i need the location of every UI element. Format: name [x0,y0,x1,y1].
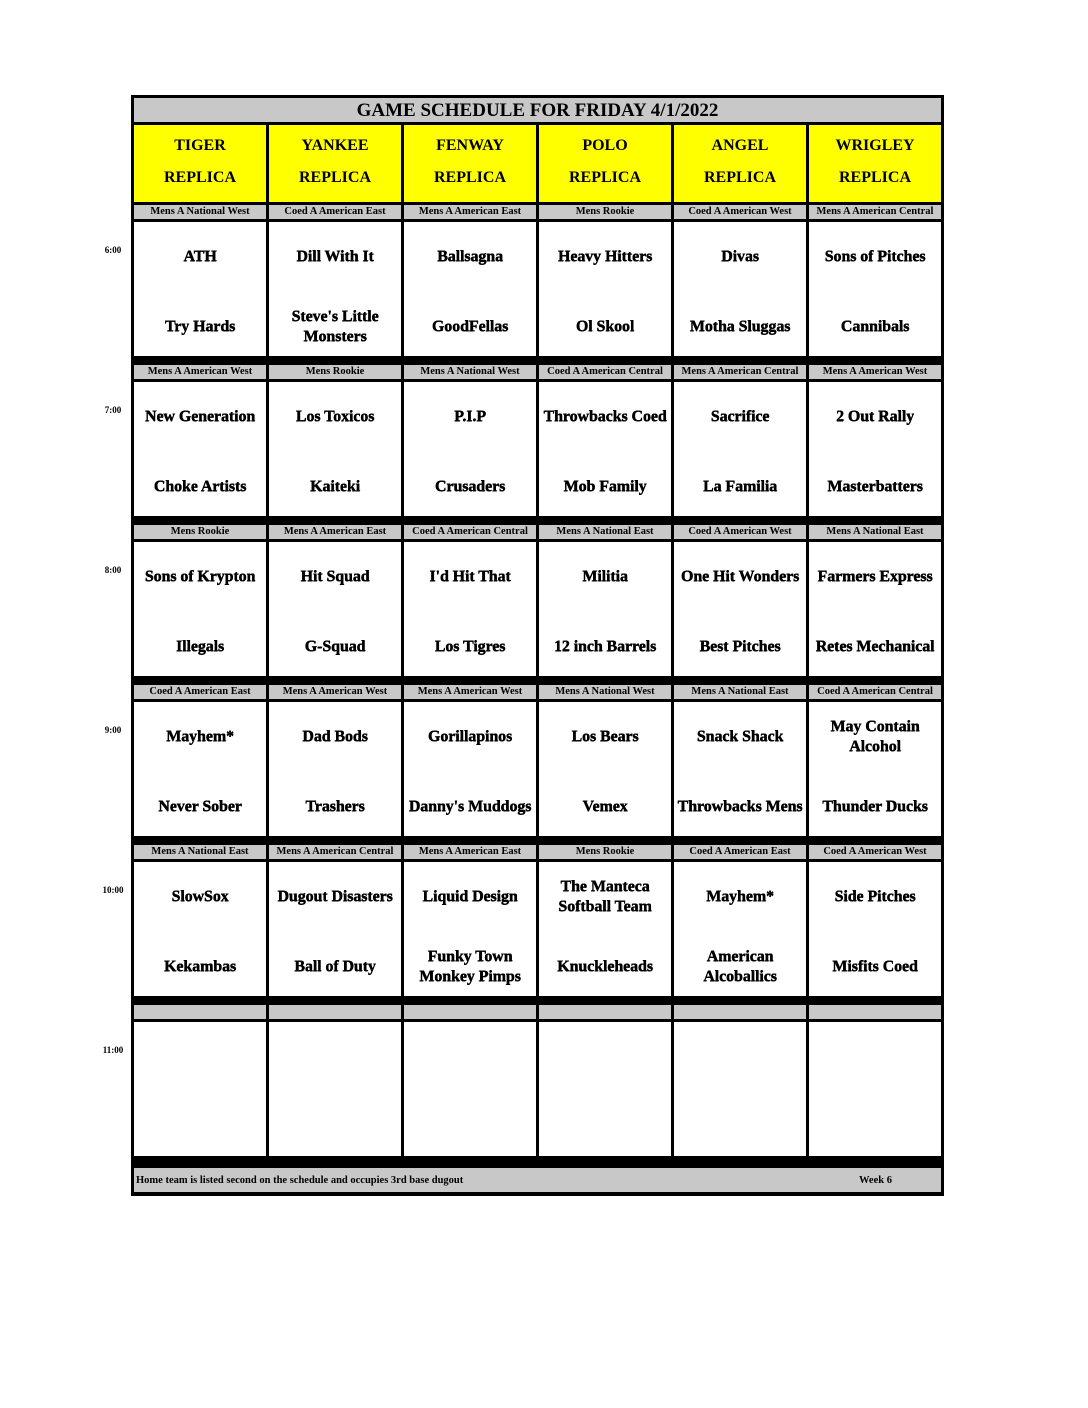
away-team: Farmers Express [817,568,933,585]
away-team: Hit Squad [300,568,370,585]
home-team: Crusaders [434,478,506,495]
away-team [809,1036,941,1078]
game-cell [539,862,671,996]
field-name: POLO [582,137,628,154]
home-team: Los Tigres [434,638,506,655]
game-cell [134,1022,266,1156]
home-team: Trashers [305,798,365,815]
game-cell [809,702,941,836]
home-team: Kekambas [163,958,237,975]
time-label: 9:00 [104,725,122,735]
schedule-title: GAME SCHEDULE FOR FRIDAY 4/1/2022 [134,98,941,122]
home-team: Danny's Muddogs [408,798,532,815]
home-team [269,1106,401,1148]
home-team [539,1106,671,1148]
away-team [539,1036,671,1078]
home-team: Ol Skool [575,318,635,335]
away-team: Divas [721,248,759,265]
division-label: Coed A American Central [539,365,671,379]
field-name: YANKEE [301,137,369,154]
time-label: 7:00 [104,405,122,415]
game-cell [674,862,806,996]
division-label: Coed A American East [269,205,401,219]
game-cell [539,1022,671,1156]
field-header [539,125,671,202]
game-cell [674,222,806,356]
division-label: Mens A National West [539,685,671,699]
time-label: 8:00 [104,565,122,575]
game-cell [404,222,536,356]
away-team [674,1036,806,1078]
away-team: Side Pitches [834,888,916,905]
home-team: Cannibals [840,318,910,335]
division-label: Mens A American West [809,365,941,379]
game-schedule-table [131,95,944,1196]
division-label [134,1005,266,1019]
game-cell [674,1022,806,1156]
division-label: Coed A American West [809,845,941,859]
home-team [404,1106,536,1148]
division-label: Coed A American West [674,525,806,539]
away-team: One Hit Wonders [680,568,800,585]
home-team: Best Pitches [699,638,781,655]
field-header [404,125,536,202]
game-cell [404,862,536,996]
home-team: Steve's Little Monsters [291,308,379,345]
field-name: TIGER [174,137,226,154]
away-team: Liquid Design [422,888,518,905]
away-team: Heavy Hitters [557,248,653,265]
division-label: Mens Rookie [269,365,401,379]
home-team: Funky Town Monkey Pimps [419,948,521,985]
field-type: REPLICA [163,169,236,186]
game-cell [809,222,941,356]
game-cell [269,1022,401,1156]
time-label: 6:00 [104,245,122,255]
division-label: Mens A American West [134,365,266,379]
division-label: Mens A National East [539,525,671,539]
field-type: REPLICA [838,169,911,186]
game-cell [269,702,401,836]
away-team [134,1036,266,1078]
home-team [674,1106,806,1148]
division-label: Mens A American East [269,525,401,539]
division-label: Mens A National West [134,205,266,219]
away-team: Mayhem* [166,728,234,745]
division-label: Mens A National East [674,685,806,699]
home-team: Ball of Duty [294,958,376,975]
game-cell [674,702,806,836]
game-cell [269,382,401,516]
away-team: Dugout Disasters [277,888,393,905]
field-header [674,125,806,202]
division-label [809,1005,941,1019]
game-cell [674,382,806,516]
home-team-note: Home team is listed second on the schedule and occupies 3rd base dugout [136,1175,464,1186]
away-team: Mayhem* [706,888,774,905]
division-label [404,1005,536,1019]
game-cell [134,222,266,356]
home-team: Misfits Coed [832,958,918,975]
division-label: Mens A American Central [674,365,806,379]
away-team: Dad Bods [302,728,368,745]
division-label: Mens A American Central [809,205,941,219]
away-team: Ballsagna [437,248,503,265]
game-cell [404,1022,536,1156]
division-label: Mens A American Central [269,845,401,859]
away-team: ATH [183,248,217,265]
division-label: Mens Rookie [134,525,266,539]
home-team: Try Hards [164,318,236,335]
schedule-footer [134,1168,941,1192]
division-label [539,1005,671,1019]
away-team: 2 Out Rally [835,408,915,425]
away-team: P.I.P [454,408,486,425]
home-team [134,1106,266,1148]
division-label: Coed A American West [674,205,806,219]
home-team [809,1106,941,1148]
division-label: Mens A American West [269,685,401,699]
week-label: Week 6 [859,1175,892,1186]
field-header [269,125,401,202]
away-team: The Manteca Softball Team [558,878,652,915]
home-team: Choke Artists [153,478,247,495]
field-type: REPLICA [298,169,371,186]
away-team: Sons of Krypton [144,568,256,585]
away-team: Gorillapinos [427,728,513,745]
time-label: 10:00 [102,885,124,895]
game-cell [809,1022,941,1156]
home-team: Kaiteki [310,478,360,495]
away-team [269,1036,401,1078]
game-cell [269,862,401,996]
away-team: Dill With It [296,248,374,265]
away-team: Sacrifice [710,408,770,425]
away-team: Snack Shack [696,728,784,745]
home-team: Retes Mechanical [815,638,935,655]
division-label: Coed A American Central [404,525,536,539]
home-team: Thunder Ducks [822,798,928,815]
time-label: 11:00 [102,1045,124,1055]
away-team: Los Toxicos [295,408,375,425]
field-header [809,125,941,202]
home-team: Knuckleheads [557,958,653,975]
field-header [134,125,266,202]
game-cell [134,382,266,516]
field-type: REPLICA [433,169,506,186]
division-label: Coed A American East [674,845,806,859]
division-label: Mens A National East [134,845,266,859]
game-cell [269,222,401,356]
home-team: La Familia [702,478,778,495]
home-team: Throwbacks Mens [677,798,803,815]
field-name: ANGEL [711,137,769,154]
home-team: Motha Sluggas [689,318,791,335]
division-label: Mens Rookie [539,845,671,859]
away-team [404,1036,536,1078]
game-cell [134,542,266,676]
division-label: Mens A American West [404,685,536,699]
division-label [674,1005,806,1019]
game-cell [809,542,941,676]
game-cell [404,382,536,516]
game-cell [674,542,806,676]
home-team: G-Squad [304,638,366,655]
field-type: REPLICA [703,169,776,186]
away-team: Los Bears [571,728,639,745]
game-cell [134,862,266,996]
away-team: New Generation [144,408,256,425]
away-team: Throwbacks Coed [543,408,667,425]
game-cell [539,382,671,516]
game-cell [539,542,671,676]
division-label: Mens A American East [404,205,536,219]
game-cell [809,862,941,996]
division-label: Mens A National West [404,365,536,379]
away-team: Militia [582,568,628,585]
home-team: Illegals [175,638,225,655]
division-label: Mens Rookie [539,205,671,219]
game-cell [404,542,536,676]
home-team: Vemex [582,798,628,815]
game-cell [539,222,671,356]
division-label: Mens A National East [809,525,941,539]
game-cell [269,542,401,676]
home-team: Mob Family [563,478,647,495]
division-label: Coed A American Central [809,685,941,699]
away-team: Sons of Pitches [824,248,926,265]
division-label: Coed A American East [134,685,266,699]
home-team: Masterbatters [827,478,923,495]
away-team: May Contain Alcohol [830,718,920,755]
division-label [269,1005,401,1019]
away-team: I'd Hit That [429,568,511,585]
field-type: REPLICA [568,169,641,186]
game-cell [539,702,671,836]
home-team: GoodFellas [431,318,509,335]
away-team: SlowSox [171,888,229,905]
home-team: Never Sober [158,798,242,815]
game-cell [404,702,536,836]
game-cell [134,702,266,836]
game-cell [809,382,941,516]
division-label: Mens A American East [404,845,536,859]
field-name: WRIGLEY [835,137,915,154]
field-name: FENWAY [436,137,504,154]
home-team: American Alcoballics [703,948,777,985]
home-team: 12 inch Barrels [553,638,657,655]
